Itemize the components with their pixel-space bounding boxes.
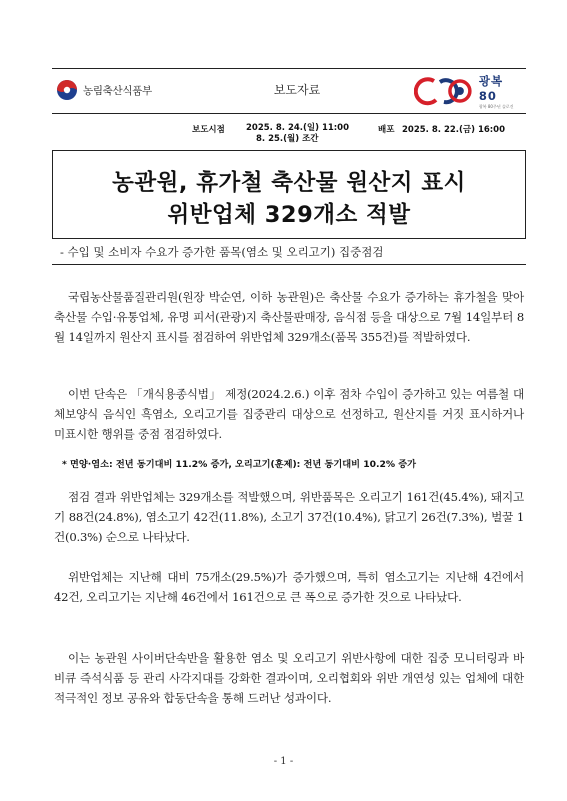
headline-line-1: 농관원, 휴가철 축산물 원산지 표시	[112, 170, 466, 196]
body-paragraph-4	[54, 567, 524, 607]
anniversary-80-emblem-icon	[414, 76, 476, 106]
release-date-line-1: 2025. 8. 24.(일) 11:00	[246, 123, 350, 133]
header-bar	[52, 68, 526, 114]
page-number: - 1 -	[273, 756, 294, 767]
headline-line-2: 위반업체 329개소 적발	[167, 202, 411, 228]
body-paragraph-5	[54, 648, 524, 708]
distribution-date: 2025. 8. 22.(금) 16:00	[402, 125, 506, 135]
anniversary-title: 광복 80	[478, 73, 504, 103]
release-time-label: 보도시점	[192, 125, 225, 135]
release-time-value	[246, 123, 349, 145]
subtitle-divider	[52, 264, 526, 265]
subtitle: - 수입 및 소비자 수요가 증가한 품목(염소 및 오리고기) 집중점검	[60, 245, 384, 259]
body-paragraph-2	[54, 384, 524, 444]
distribution-label: 배포	[378, 125, 395, 135]
ministry-name: 농림축산식품부	[83, 84, 152, 97]
body-paragraph-1	[54, 287, 524, 347]
document-type: 보도자료	[273, 83, 321, 97]
ministry-emblem-icon	[56, 79, 78, 101]
paragraph-text: 국립농산물품질관리원(원장 박순연, 이하 농관원)은 축산물 수요가 증가하는 휴가철을 맞아 축산물 수입·유통업체, 유명 피서(관광)지 축산물판매장, 음식점 등을 대상으로 7월 14일부터 8월 14일까지 원산지 표시를 점검하여 위반업체 329개소(품목 355건)를 적발하였다.	[54, 290, 524, 344]
paragraph-text: 점검 결과 위반업체는 329개소를 적발했으며, 위반품목은 오리고기 161건(45.4%), 돼지고기 88건(24.8%), 염소고기 42건(11.8%), 소고기 37건(10.4%), 닭고기 26건(7.3%), 벌꿀 1건(0.3%) 순으로 나타났다.	[54, 490, 524, 544]
paragraph-text: 위반업체는 지난해 대비 75개소(29.5%)가 증가했으며, 특히 염소고기는 지난해 4건에서 42건, 오리고기는 지난해 46건에서 161건으로 큰 폭으로 증가한 것으로 나타났다.	[54, 570, 524, 604]
paragraph-text: 이는 농관원 사이버단속반을 활용한 염소 및 오리고기 위반사항에 대한 집중 모니터링과 바비큐 즉석식품 등 관리 사각지대를 강화한 결과이며, 오리협회와 위반 개연성 있는 업체에 대한 적극적인 정보 공유와 합동단속을 통해 드러난 성과이다.	[54, 651, 524, 705]
anniversary-slogan: 광복 80주년 슬로건	[478, 103, 514, 109]
headline-box	[52, 150, 526, 239]
ministry-logo-group	[56, 78, 152, 102]
release-date-line-2: 8. 25.(월) 조간	[256, 134, 319, 144]
footnote-statistics: * 면양·염소: 전년 동기대비 11.2% 증가, 오리고기(훈제): 전년 동기대비 10.2% 증가	[62, 459, 417, 470]
paragraph-text: 이번 단속은 「개식용종식법」 제정(2024.2.6.) 이후 점차 수입이 증가하고 있는 여름철 대체보양식 음식인 흑염소, 오리고기를 집중관리 대상으로 선정하고, 원산지를 거짓 표시하거나 미표시한 행위를 중점 점검하였다.	[54, 387, 524, 441]
body-paragraph-3	[54, 487, 524, 547]
anniversary-logo-group	[414, 73, 526, 109]
